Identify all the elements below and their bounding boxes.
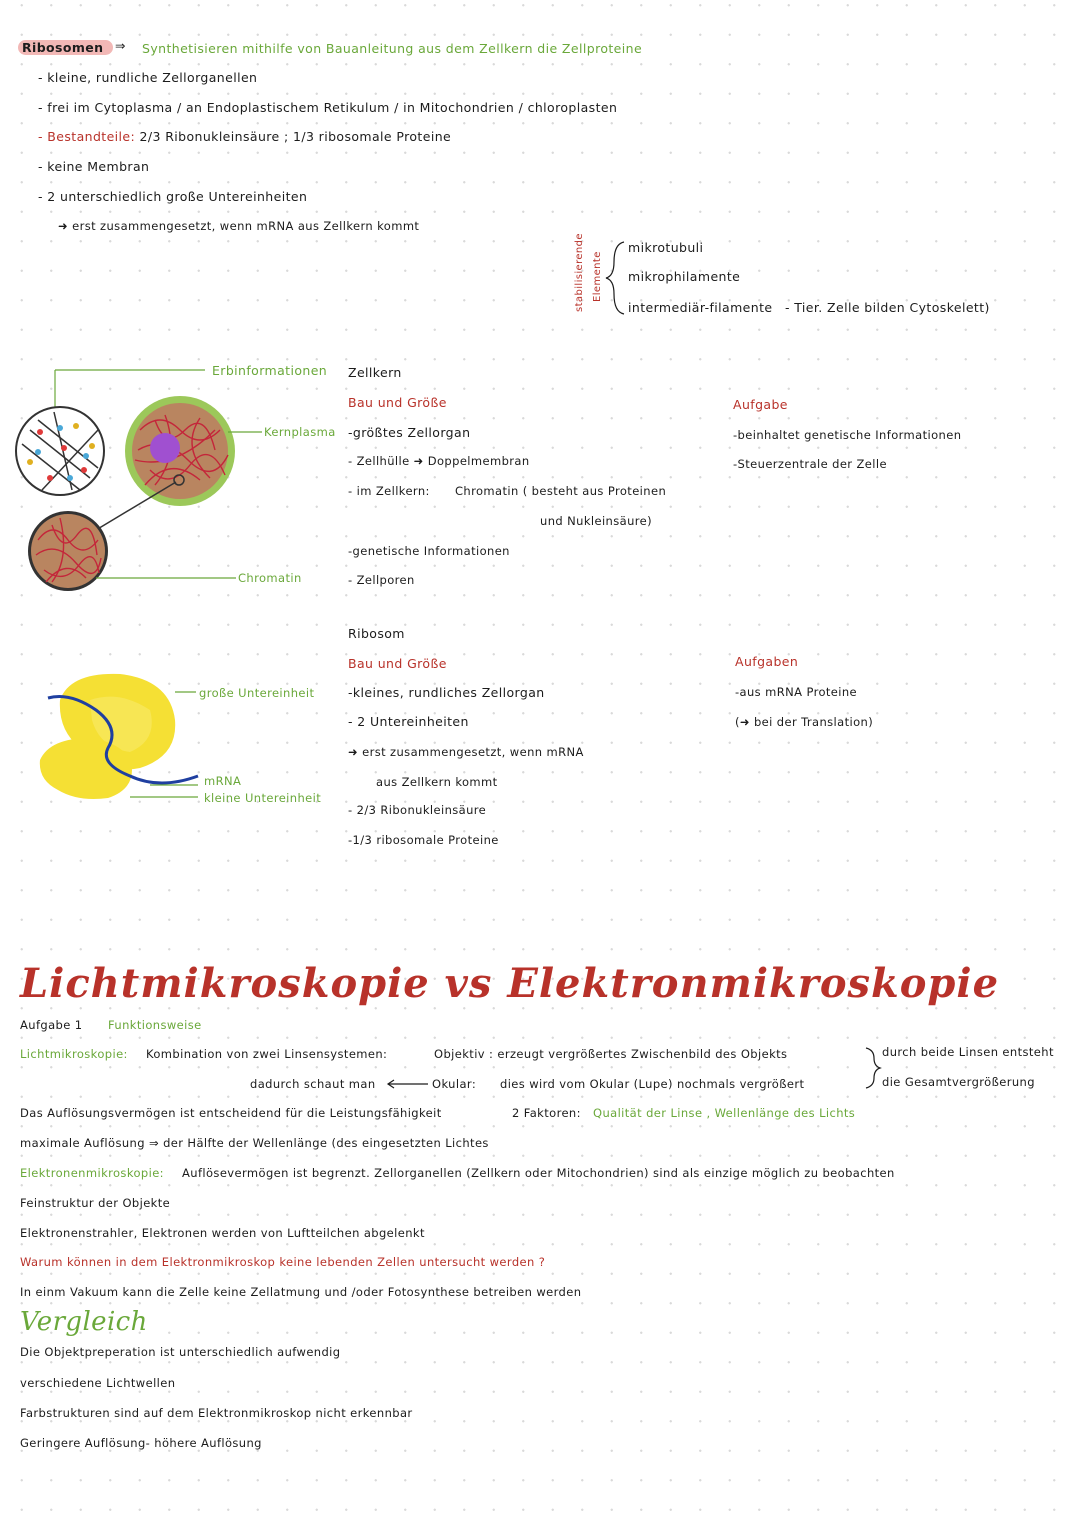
cytoskelett-item-2: mikrophilamente	[628, 269, 741, 284]
zellkern-bau-5: -genetische Informationen	[348, 544, 510, 558]
ribosomen-bullet-3: - keine Membran	[38, 159, 150, 174]
zellkern-bau-1: -größtes Zellorgan	[348, 425, 471, 440]
ribosom-bau-6: -1/3 ribosomale Proteine	[348, 833, 499, 847]
zellkern-bau-3: - im Zellkern:	[348, 484, 430, 498]
okular-label: Okular:	[432, 1077, 477, 1091]
frage-text: Warum können in dem Elektronmikroskop keine lebenden Zellen untersucht werden ?	[20, 1255, 546, 1269]
stabilisierende-label: stabilisierende	[574, 233, 585, 312]
strahler-text: Elektronenstrahler, Elektronen werden von Luftteilchen abgelenkt	[20, 1226, 425, 1240]
ribosomen-bullet-4: - 2 unterschiedlich große Untereinheiten	[38, 189, 308, 204]
vergleich-2: verschiedene Lichtwellen	[20, 1376, 176, 1390]
feinstruktur-text: Feinstruktur der Objekte	[20, 1196, 171, 1210]
okular-text: dies wird vom Okular (Lupe) nochmals vergrößert	[500, 1077, 805, 1091]
faktoren-label: 2 Faktoren:	[512, 1106, 581, 1120]
ribosom-bau-1: -kleines, rundliches Zellorgan	[348, 685, 545, 700]
vergleich-1: Die Objektpreperation ist unterschiedlich aufwendig	[20, 1345, 341, 1359]
elemente-label: Elemente	[592, 251, 603, 302]
ribosom-diagram	[40, 674, 198, 799]
ribosom-aufgaben-2: (➜ bei der Translation)	[735, 715, 874, 729]
objektiv-text: Objektiv : erzeugt vergrößertes Zwischenbild des Objekts	[434, 1047, 788, 1061]
ribosom-aufgaben-heading: Aufgaben	[735, 654, 799, 669]
cytoskelett-brace	[606, 242, 624, 314]
cytoskelett-note: - Tier. Zelle bilden Cytoskelett)	[785, 300, 990, 315]
brace-text-2: die Gesamtvergrößerung	[882, 1075, 1035, 1089]
ribosomen-definition: Synthetisieren mithilfe von Bauanleitung aus dem Zellkern die Zellproteine	[142, 41, 643, 56]
zellkern-bau-4: und Nukleinsäure)	[540, 514, 653, 528]
brace-text-1: durch beide Linsen entsteht	[882, 1045, 1054, 1059]
licht-text: Kombination von zwei Linsensystemen:	[146, 1047, 388, 1061]
vergleich-3: Farbstrukturen sind auf dem Elektronmikroskop nicht erkennbar	[20, 1406, 413, 1420]
ribosomen-note: ➜ erst zusammengesetzt, wenn mRNA aus Zellkern kommt	[58, 219, 420, 233]
vergroesserung-brace	[866, 1048, 880, 1088]
funktionsweise-label: Funktionsweise	[108, 1018, 202, 1032]
erbinformation-circle	[16, 407, 104, 495]
nucleolus	[150, 433, 180, 463]
faktoren-text: Qualität der Linse , Wellenlänge des Lichts	[593, 1106, 856, 1120]
label-chromatin: Chromatin	[238, 571, 302, 585]
elektron-label: Elektronenmikroskopie:	[20, 1166, 164, 1180]
cytoskelett-item-3: intermediär-filamente	[628, 300, 773, 315]
label-grosse-untereinheit: große Untereinheit	[199, 686, 315, 700]
mikroskopie-title: Lichtmikroskopie vs Elektronmikroskopie	[20, 960, 1000, 1007]
ribosom-bau-5: - 2/3 Ribonukleinsäure	[348, 803, 487, 817]
zellkern-bau-6: - Zellporen	[348, 573, 415, 587]
ribosomen-bestandteile: - Bestandteile: 2/3 Ribonukleinsäure ; 1/3 ribosomale Proteine	[38, 129, 452, 144]
aufloesung-text: Das Auflösungsvermögen ist entscheidend für die Leistungsfähigkeit	[20, 1106, 442, 1120]
implies-arrow: ⇒	[115, 38, 126, 53]
vergleich-title: Vergleich	[20, 1307, 148, 1337]
zellkern-title: Zellkern	[348, 365, 402, 380]
cytoskelett-item-1: mikrotubuli	[628, 240, 704, 255]
label-kernplasma: Kernplasma	[264, 425, 336, 439]
zellkern-aufgabe-2: -Steuerzentrale der Zelle	[733, 457, 887, 471]
ribosom-title: Ribosom	[348, 626, 405, 641]
vergleich-4: Geringere Auflösung- höhere Auflösung	[20, 1436, 262, 1450]
zellkern-chromatin-text: Chromatin ( besteht aus Proteinen	[455, 484, 667, 498]
licht-label: Lichtmikroskopie:	[20, 1047, 128, 1061]
ribosom-aufgaben-1: -aus mRNA Proteine	[735, 685, 858, 699]
label-erbinformationen: Erbinformationen	[212, 363, 328, 378]
zellkern-bau-heading: Bau und Größe	[348, 395, 447, 410]
label-kleine-untereinheit: kleine Untereinheit	[204, 791, 322, 805]
zellkern-bau-2: - Zellhülle ➜ Doppelmembran	[348, 454, 530, 468]
zellkern-aufgabe-heading: Aufgabe	[733, 397, 788, 412]
ribosomen-bullet-1: - kleine, rundliche Zellorganellen	[38, 70, 258, 85]
elektron-text: Auflösevermögen ist begrenzt. Zellorganellen (Zellkern oder Mitochondrien) sind als einzige möglich zu beobachten	[182, 1166, 895, 1180]
aufgabe-label: Aufgabe 1	[20, 1018, 83, 1032]
max-aufloesung: maximale Auflösung ⇒ der Hälfte der Wellenlänge (des eingesetzten Lichtes	[20, 1136, 489, 1150]
label-mrna: mRNA	[204, 774, 242, 788]
okular-lead: dadurch schaut man	[250, 1077, 376, 1091]
ribosom-bau-heading: Bau und Größe	[348, 656, 447, 671]
ribosom-bau-3: ➜ erst zusammengesetzt, wenn mRNA	[348, 745, 584, 759]
ribosom-bau-2: - 2 Untereinheiten	[348, 714, 469, 729]
antwort-text: In einm Vakuum kann die Zelle keine Zellatmung und /oder Fotosynthese betreiben werden	[20, 1285, 582, 1299]
zellkern-aufgabe-1: -beinhaltet genetische Informationen	[733, 428, 962, 442]
ribosomen-title: Ribosomen	[18, 40, 113, 55]
zellkern-diagram	[16, 370, 262, 591]
ribosomen-bullet-2: - frei im Cytoplasma / an Endoplastischem Retikulum / in Mitochondrien / chloroplasten	[38, 100, 618, 115]
ribosom-bau-4: aus Zellkern kommt	[376, 775, 498, 789]
